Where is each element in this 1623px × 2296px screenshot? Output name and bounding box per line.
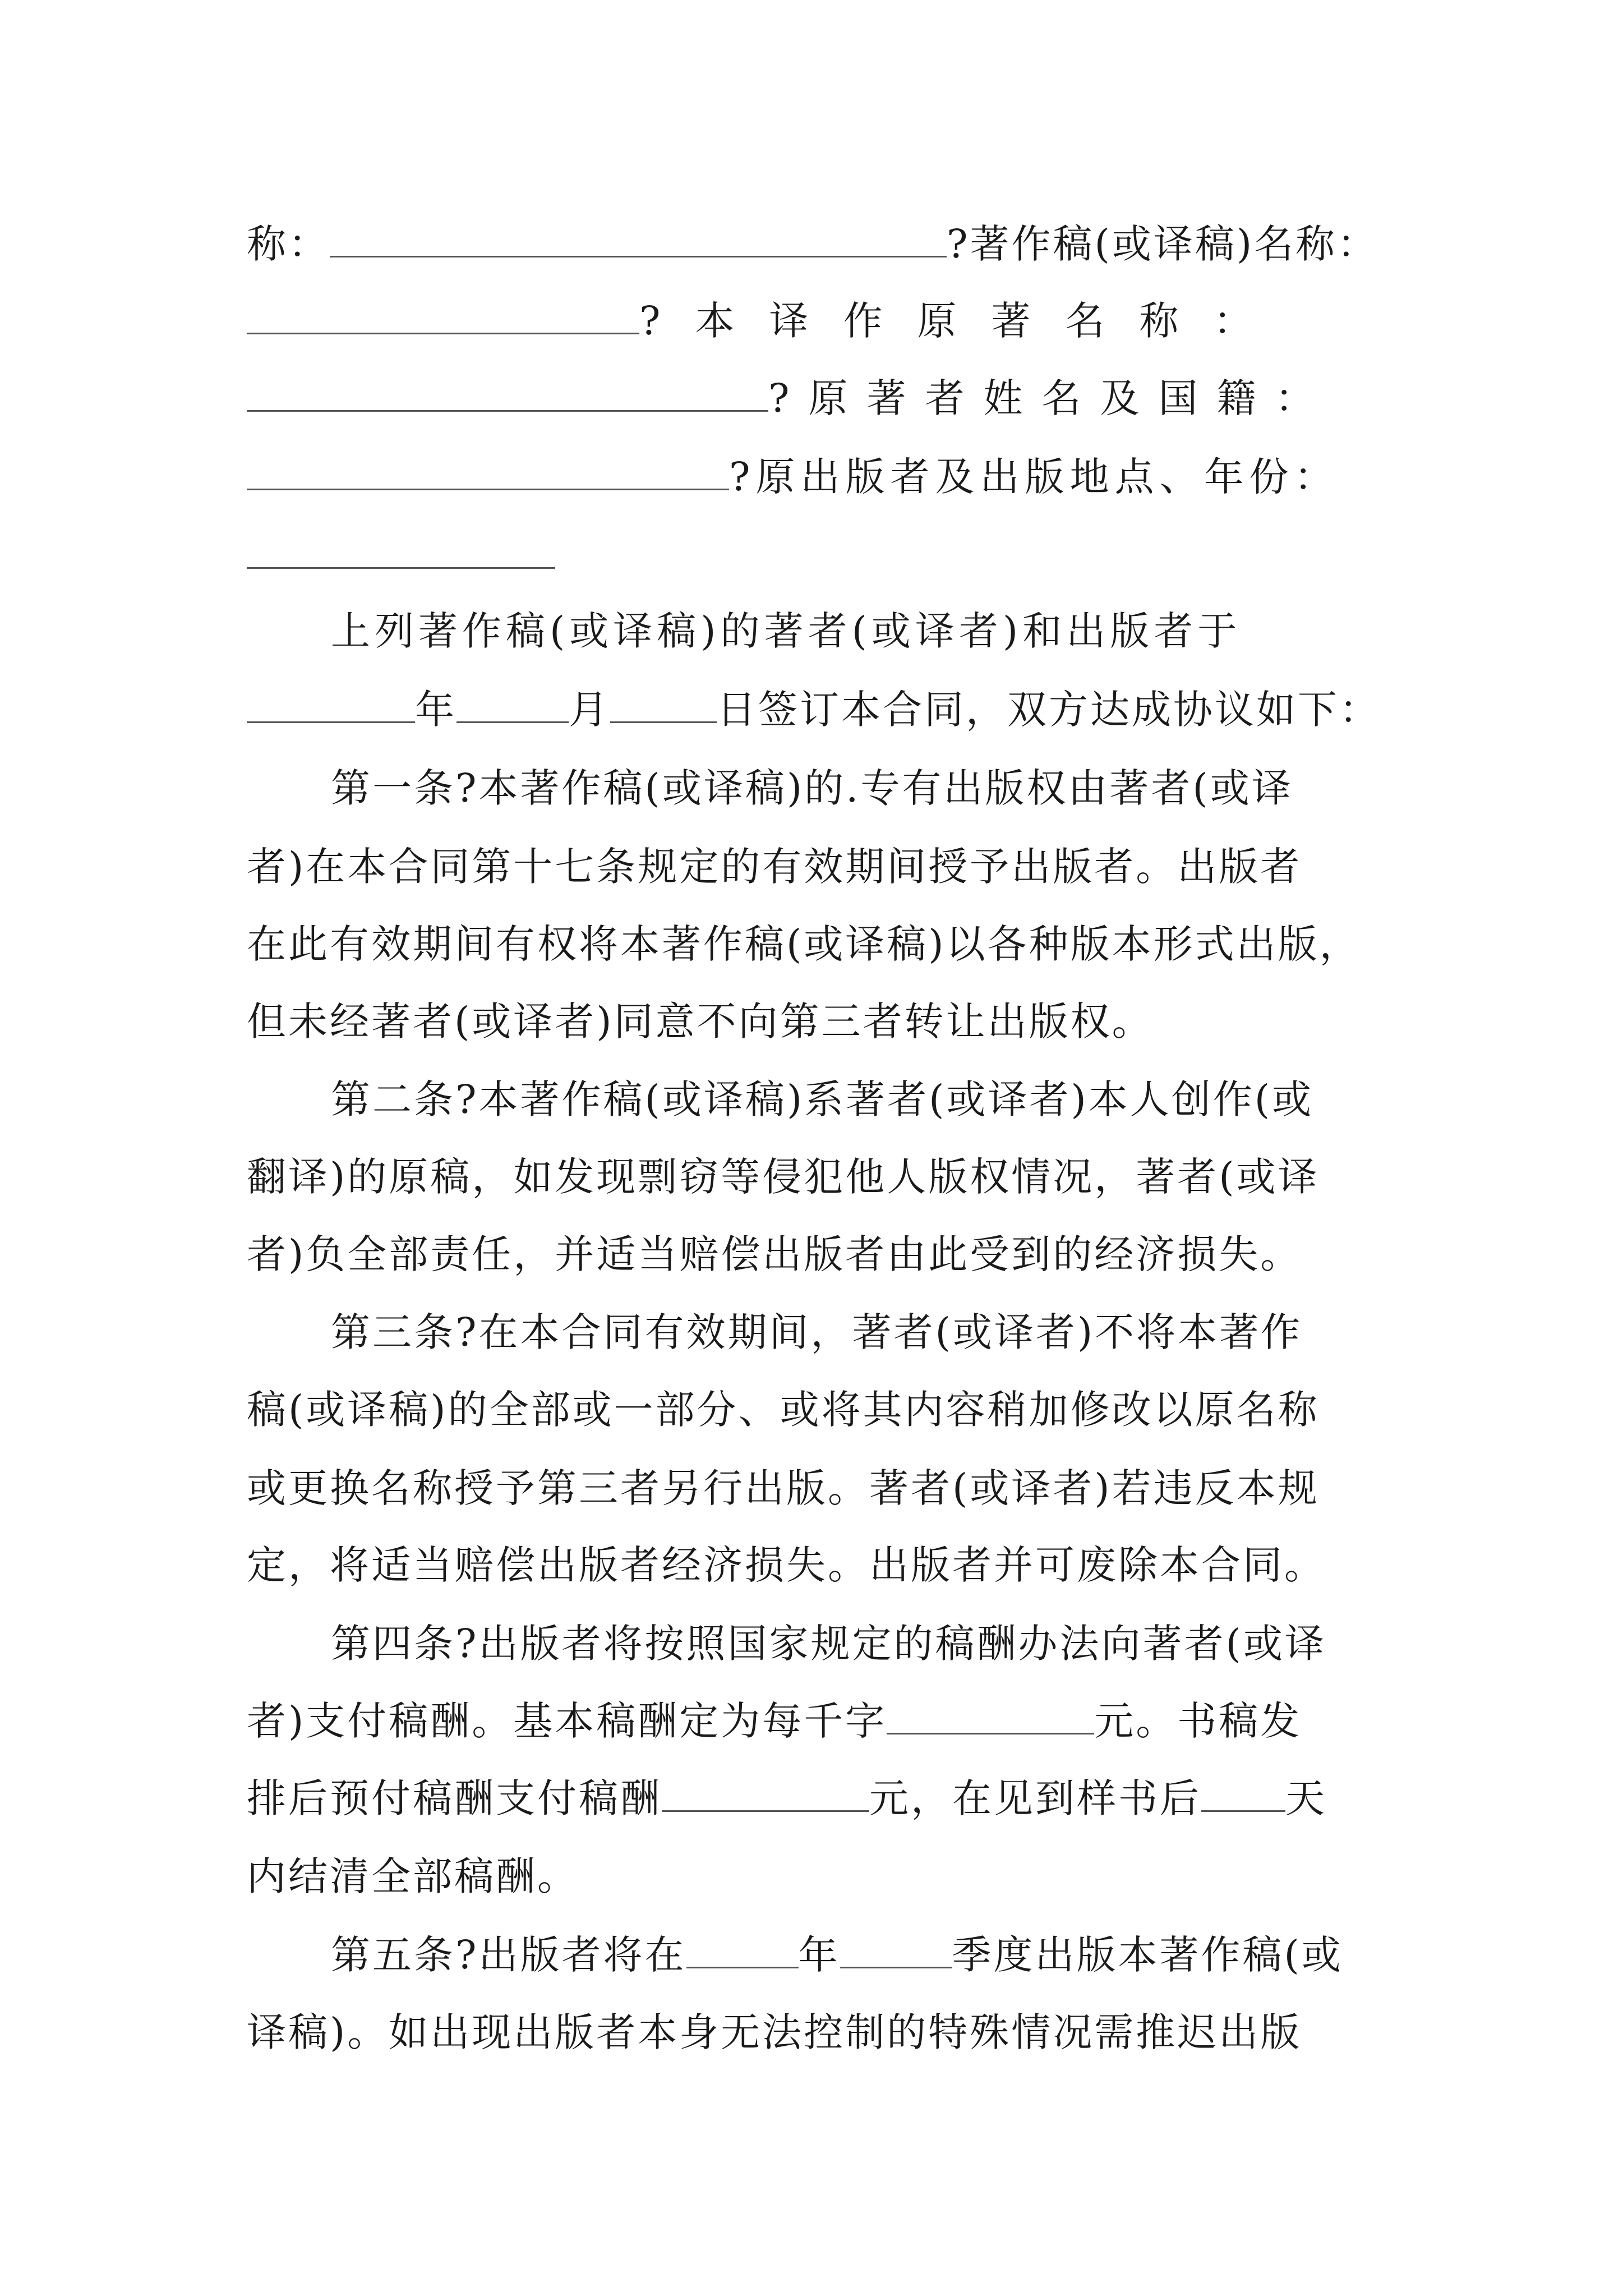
article-text: 第二条?本著作稿(或译稿)系著者(或译者)本人创作(或	[331, 1076, 1314, 1122]
blank-field[interactable]	[247, 376, 768, 412]
article-3-line	[247, 1537, 1380, 1593]
article-text: 排后预付稿酬支付稿酬	[247, 1775, 662, 1821]
blank-field[interactable]	[247, 455, 729, 490]
article-text: 在此有效期间有权将本著作稿(或译稿)以各种版本形式出版，	[247, 921, 1361, 967]
article-1-line	[247, 993, 1380, 1050]
article-2-line	[247, 1226, 1380, 1282]
article-3-line	[247, 1304, 1380, 1360]
blank-field[interactable]	[247, 688, 415, 723]
blank-field[interactable]	[330, 222, 947, 257]
article-text: 但未经著者(或译者)同意不向第三者转让出版权。	[247, 999, 1154, 1045]
article-text: 译稿)。如出现出版者本身无法控制的特殊情况需推迟出版	[247, 2009, 1302, 2055]
article-text: 第四条?出版者将按照国家规定的稿酬办法向著者(或译	[331, 1621, 1326, 1667]
year-label: 年	[415, 687, 457, 733]
article-2-line	[247, 1149, 1380, 1205]
article-1-line	[247, 839, 1380, 895]
article-4-line	[247, 1848, 1380, 1904]
header-label-work-title: ?著作稿(或译稿)名称：	[947, 221, 1379, 267]
blank-field[interactable]	[247, 299, 639, 334]
article-text: 内结清全部稿酬。	[247, 1853, 579, 1899]
header-line-2	[247, 293, 1380, 349]
article-text: 或更换名称授予第三者另行出版。著者(或译者)若违反本规	[247, 1465, 1320, 1511]
article-4-line	[247, 1616, 1380, 1672]
article-text: 天	[1285, 1775, 1327, 1821]
header-label-original-title: ?本译作原著名称：	[639, 298, 1288, 344]
article-text: 季度出版本著作稿(或	[952, 1932, 1343, 1978]
article-text: 第三条?在本合同有效期间，著者(或译者)不将本著作	[331, 1309, 1303, 1355]
article-3-line	[247, 1382, 1380, 1438]
article-1-line	[247, 916, 1380, 972]
article-text: 年	[798, 1932, 840, 1978]
blank-field[interactable]	[840, 1933, 952, 1968]
header-label-original-publisher: ?原出版者及出版地点、年份：	[729, 454, 1339, 500]
header-label-author-nationality: ?原著者姓名及国籍：	[768, 375, 1334, 421]
article-5-line	[247, 1927, 1380, 1983]
article-text: 者)负全部责任，并适当赔偿出版者由此受到的经济损失。	[247, 1231, 1302, 1277]
intro-text: 上列著作稿(或译稿)的著者(或译者)和出版者于	[331, 608, 1242, 654]
month-label: 月	[569, 687, 610, 733]
intro-line-2	[247, 682, 1380, 738]
article-text: 者)在本合同第十七条规定的有效期间授予出版者。出版者	[247, 844, 1302, 890]
blank-field[interactable]	[1201, 1777, 1285, 1812]
article-5-line	[247, 2004, 1380, 2060]
article-text: 翻译)的原稿，如发现剽窃等侵犯他人版权情况，著者(或译	[247, 1154, 1320, 1200]
article-2-line	[247, 1071, 1380, 1128]
blank-field[interactable]	[686, 1933, 799, 1968]
article-text: 元，在见到样书后	[869, 1775, 1201, 1821]
blank-field[interactable]	[662, 1777, 869, 1812]
article-4-line	[247, 1693, 1380, 1749]
article-text: 定，将适当赔偿出版者经济损失。出版者并可废除本合同。	[247, 1542, 1326, 1588]
header-line-3	[247, 370, 1380, 426]
article-text: 第五条?出版者将在	[331, 1932, 686, 1978]
article-text: 元。书稿发	[1094, 1698, 1302, 1744]
header-line-4	[247, 449, 1380, 505]
blank-field[interactable]	[247, 533, 555, 569]
intro-text: 日签订本合同，双方达成协议如下：	[717, 687, 1381, 733]
header-label-name: 称：	[247, 221, 330, 267]
article-text: 稿(或译稿)的全部或一部分、或将其内容稍加修改以原名称	[247, 1387, 1320, 1433]
article-4-line	[247, 1770, 1380, 1826]
header-line-5	[247, 527, 1380, 583]
intro-line-1	[247, 603, 1380, 659]
article-text: 第一条?本著作稿(或译稿)的.专有出版权由著者(或译	[331, 765, 1293, 811]
blank-field[interactable]	[610, 688, 717, 723]
header-line-1	[247, 216, 1380, 272]
article-text: 者)支付稿酬。基本稿酬定为每千字	[247, 1698, 887, 1744]
article-1-line	[247, 760, 1380, 816]
blank-field[interactable]	[457, 688, 569, 723]
blank-field[interactable]	[887, 1699, 1094, 1734]
article-3-line	[247, 1460, 1380, 1516]
